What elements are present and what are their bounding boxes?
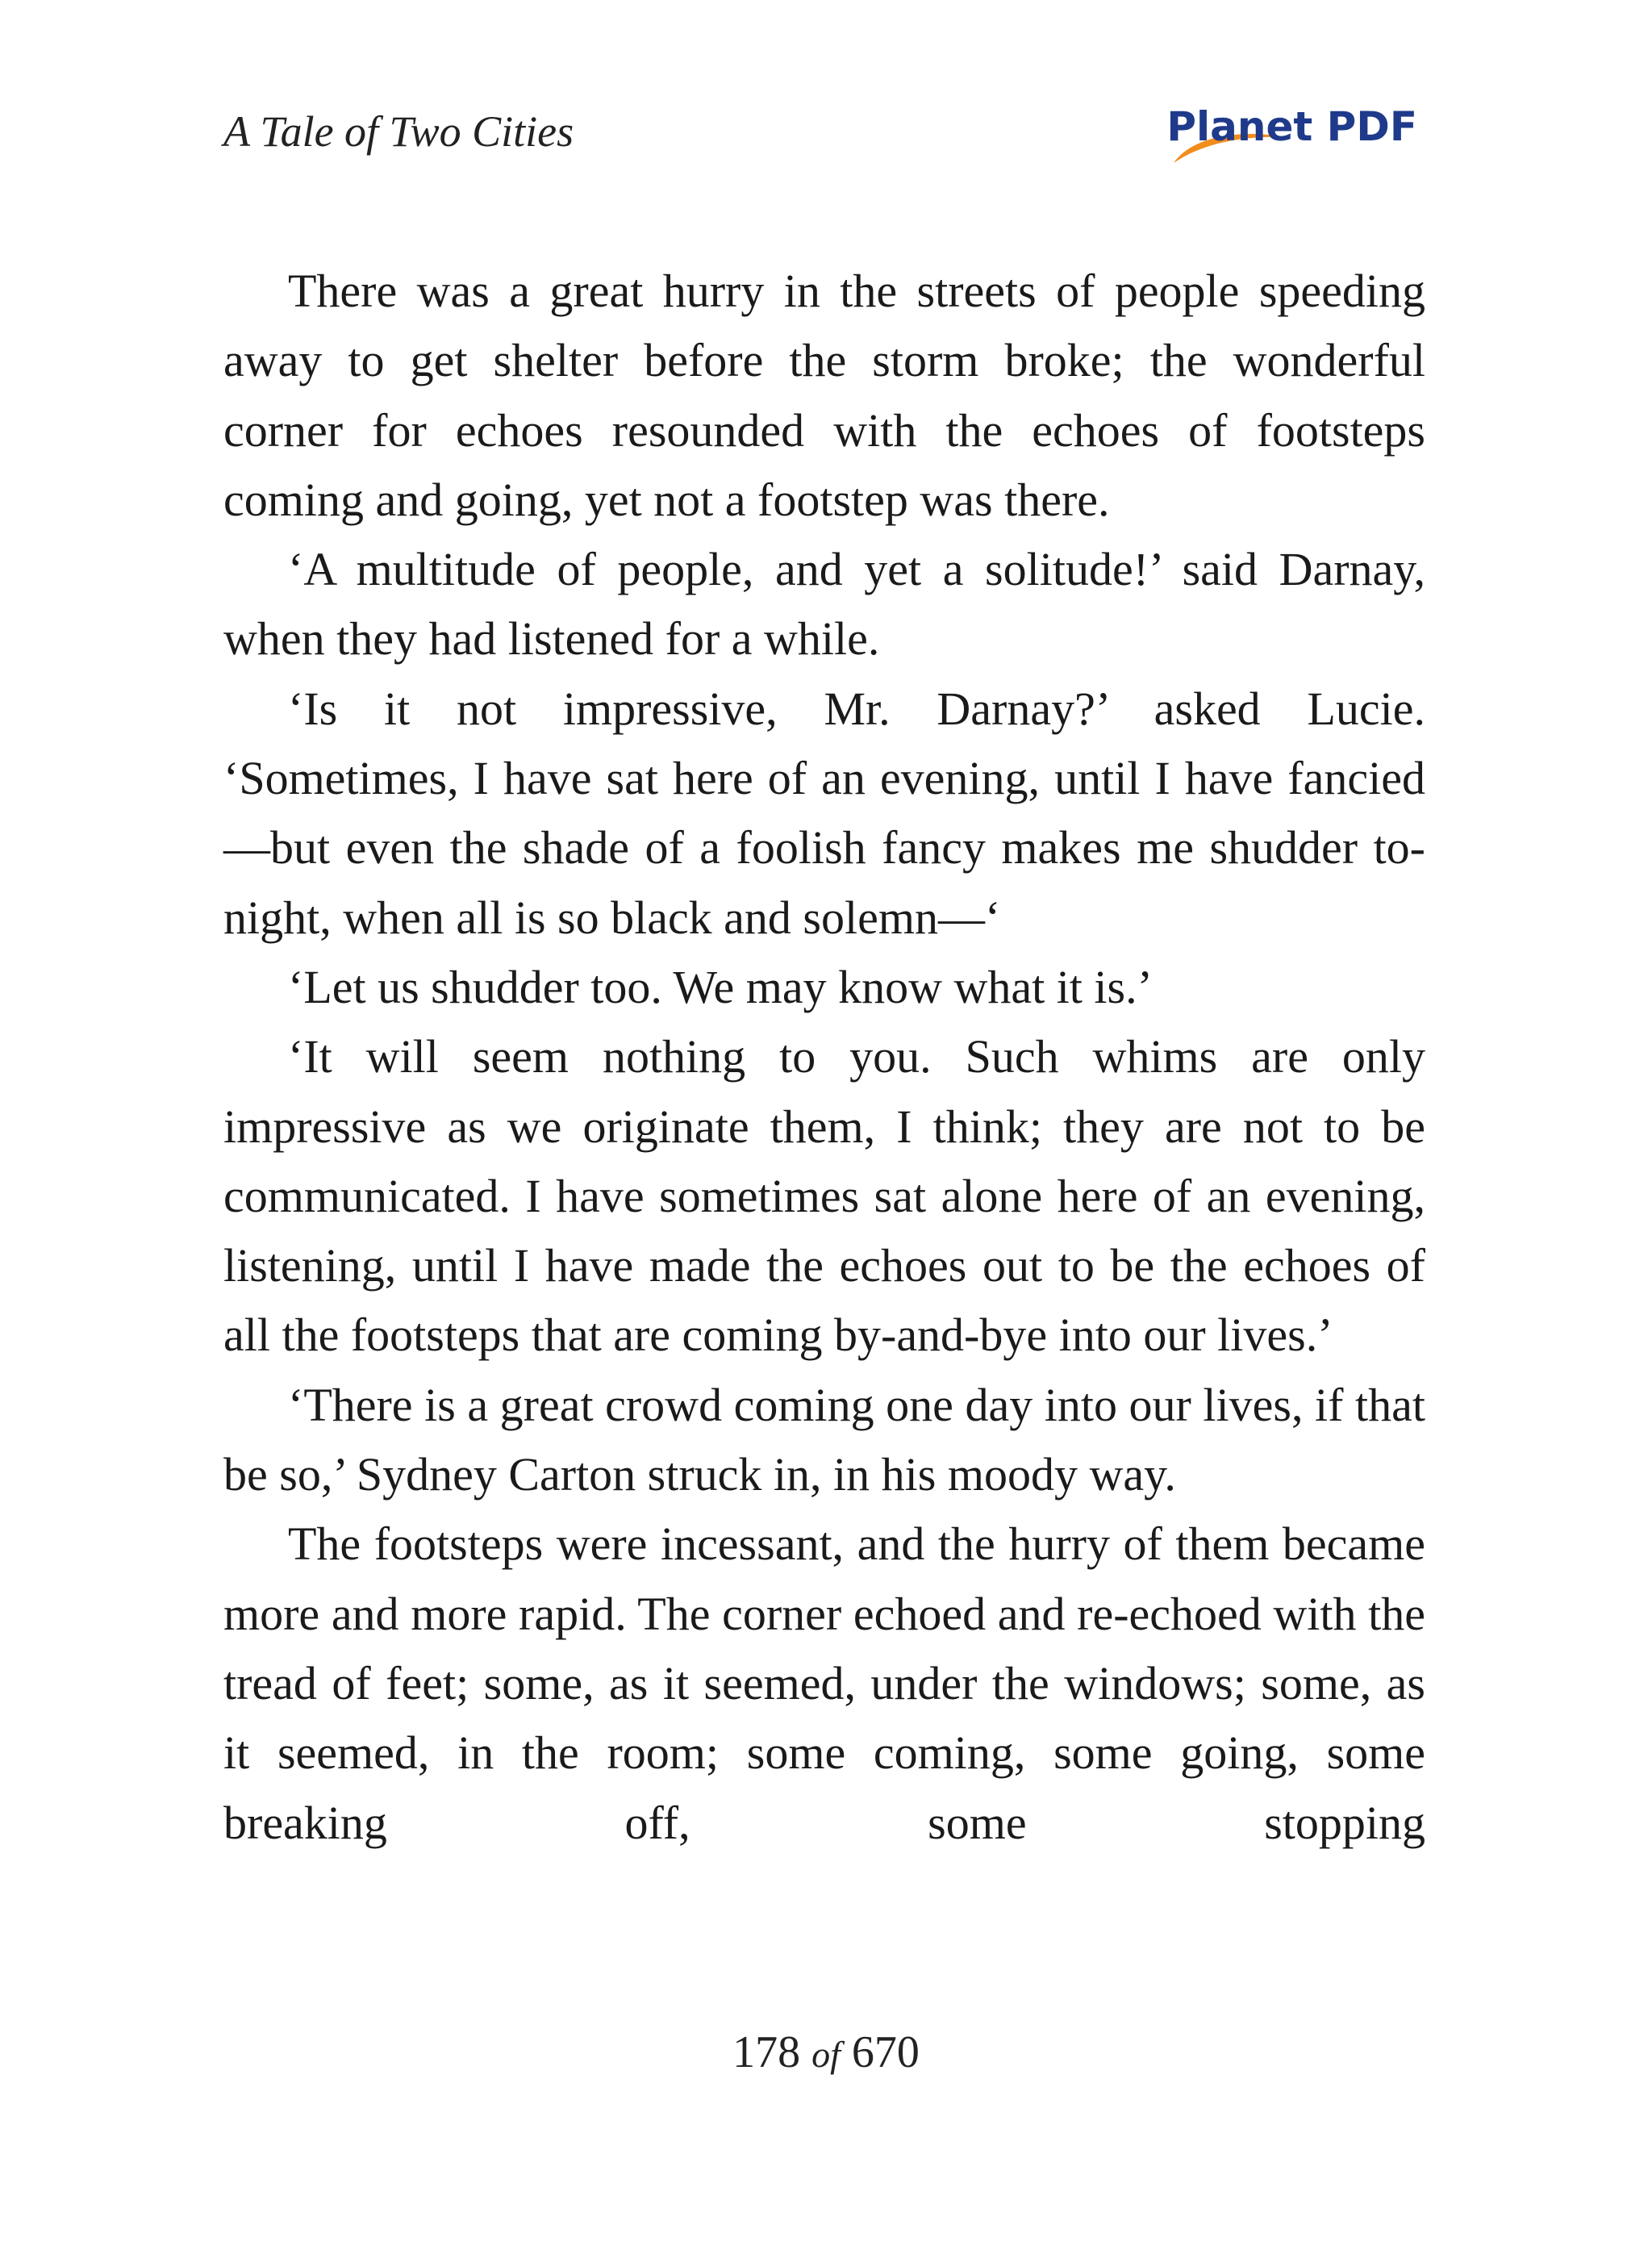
paragraph: ‘There is a great crowd coming one day into our lives, if that be so,’ Sydney Carton struck in, in his moody way. — [223, 1378, 1425, 1501]
logo-text: Planet PDF — [1166, 103, 1417, 150]
paragraph: ‘Is it not impressive, Mr. Darnay?’ asked Lucie. ‘Sometimes, I have sat here of an evening, until I have fancied—but even the shade of a foolish fancy makes me shudder to-night, when all is so black and solemn—‘ — [223, 682, 1425, 944]
planet-pdf-logo — [1159, 103, 1417, 168]
total-pages: 670 — [851, 2027, 920, 2077]
page-body — [223, 257, 1425, 1858]
paragraph: ‘It will seem nothing to you. Such whims are only impressive as we originate them, I think; they are not to be communicated. I have sometimes sat alone here of an evening, listening, until I have made the echoes out to be the echoes of all the footsteps that are coming by-and-bye into our lives.’ — [223, 1030, 1425, 1362]
current-page: 178 — [732, 2027, 801, 2077]
paragraph: ‘Let us shudder too. We may know what it is.’ — [288, 960, 1153, 1013]
page-of-label: of — [811, 2034, 841, 2075]
page-number — [0, 2027, 1652, 2077]
page-header — [223, 103, 1425, 176]
paragraph: ‘A multitude of people, and yet a solitude!’ said Darnay, when they had listened for a while. — [223, 543, 1425, 666]
paragraph: The footsteps were incessant, and the hurry of them became more and more rapid. The corner echoed and re-echoed with the tread of feet; some, as it seemed, under the windows; some, as it seemed, in the room; some coming, some going, some breaking off, some stopping — [223, 1517, 1425, 1849]
book-title: A Tale of Two Cities — [223, 107, 574, 156]
paragraph: There was a great hurry in the streets of people speeding away to get shelter before the storm broke; the wonderful corner for echoes resounded with the echoes of footsteps coming and going, yet not a footstep was there. — [223, 265, 1425, 526]
